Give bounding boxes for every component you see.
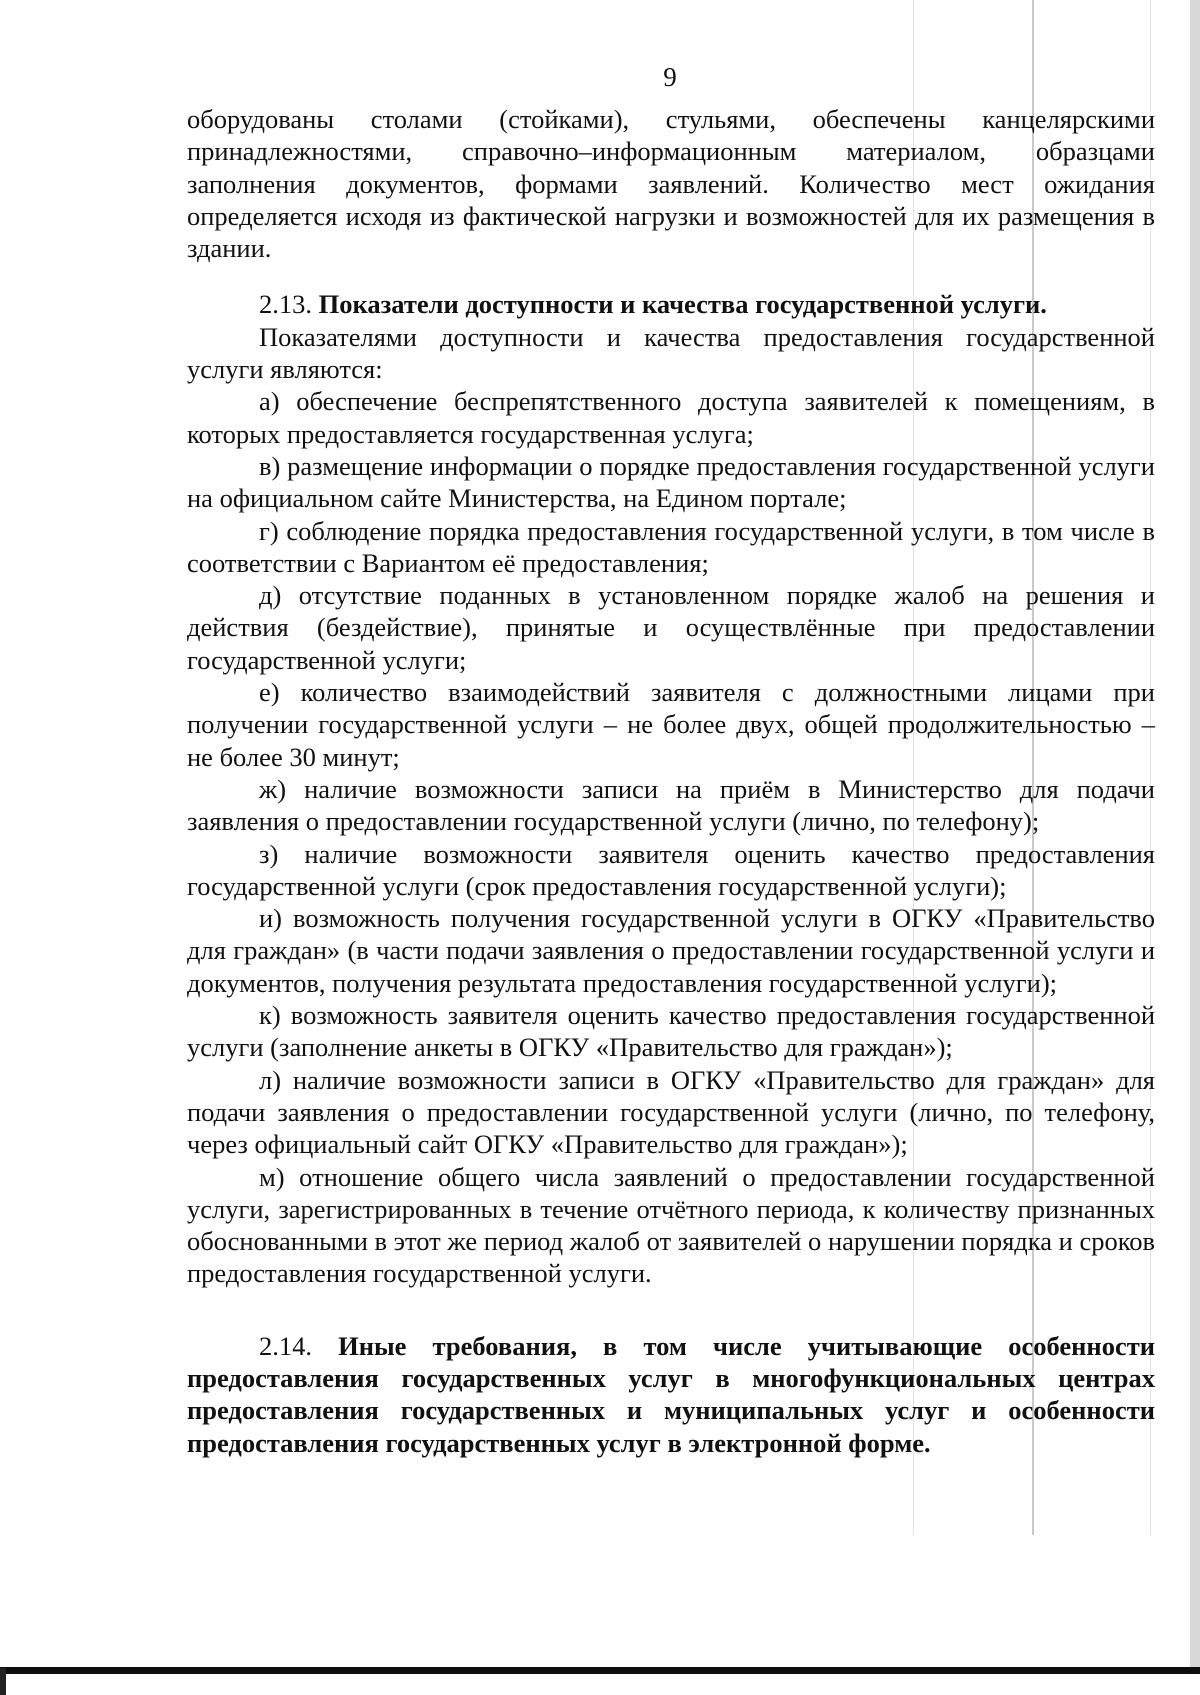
paragraph: Показателями доступности и качества предоставления государственной услуги являются:	[187, 321, 1155, 385]
paragraph: оборудованы столами (стойками), стульями, обеспечены канцелярскими принадлежностями, справочно–информационным материалом, образцами заполнения документов, формами заявлений. Количество мест ожидания определяется исходя из фактической нагрузки и возможностей для их размещения в здании.	[187, 104, 1155, 264]
list-item: к) возможность заявителя оценить качество предоставления государственной услуги (заполнение анкеты в ОГКУ «Правительство для граждан»);	[187, 1000, 1155, 1063]
list-item: г) соблюдение порядка предоставления государственной услуги, в том числе в соответствии с Вариантом её предоставления;	[187, 515, 1155, 578]
list-item: з) наличие возможности заявителя оценить качество предоставления государственной услуги (срок предоставления государственной услуги);	[187, 838, 1155, 901]
list-item: а) обеспечение беспрепятственного доступа заявителей к помещениям, в которых предоставляется государственная услуга;	[187, 386, 1155, 449]
list-item: и) возможность получения государственной услуги в ОГКУ «Правительство для граждан» (в части подачи заявления о предоставлении государственной услуги и документов, получения результата предоставления государственной услуги);	[187, 903, 1155, 998]
scan-border-right	[1190, 0, 1200, 1695]
section-number: 2.13.	[259, 289, 312, 320]
section-heading-2-13	[187, 288, 1155, 320]
page-number: 9	[663, 62, 677, 92]
list-item: ж) наличие возможности записи на приём в Министерство для подачи заявления о предоставлении государственной услуги (лично, по телефону);	[187, 773, 1155, 837]
scan-border-bottom	[0, 1667, 1200, 1695]
list-item: д) отсутствие поданных в установленном порядке жалоб на решения и действия (бездействие), принятые и осуществлённые при предоставлении государственной услуги;	[187, 580, 1155, 675]
list-item: л) наличие возможности записи в ОГКУ «Правительство для граждан» для подачи заявления о предоставлении государственной услуги (лично, по телефону, через официальный сайт ОГКУ «Правительство для граждан»);	[187, 1064, 1155, 1160]
list-item: в) размещение информации о порядке предоставления государственной услуги на официальном сайте Министерства, на Едином портале;	[187, 450, 1155, 514]
section-number: 2.14.	[259, 1330, 312, 1361]
list-item: м) отношение общего числа заявлений о предоставлении государственной услуги, зарегистрированных в течение отчётного периода, к количеству признанных обоснованными в этот же период жалоб от заявителей о нарушении порядка и сроков предоставления государственной услуги.	[187, 1161, 1155, 1289]
section-title: Иные требования, в том числе учитывающие особенности предоставления государственных услуг в многофункциональных центрах предоставления государственных и муниципальных услуг и особенности предоставления государственных услуг в электронной форме.	[187, 1330, 1156, 1458]
list-item: е) количество взаимодействий заявителя с должностными лицами при получении государственной услуги – не более двух, общей продолжительностью – не более 30 минут;	[187, 677, 1155, 772]
document-body	[187, 103, 1155, 1459]
section-title: Показатели доступности и качества государственной услуги.	[318, 289, 1047, 320]
section-heading-2-14	[187, 1330, 1155, 1459]
scan-border-left	[0, 1668, 6, 1695]
